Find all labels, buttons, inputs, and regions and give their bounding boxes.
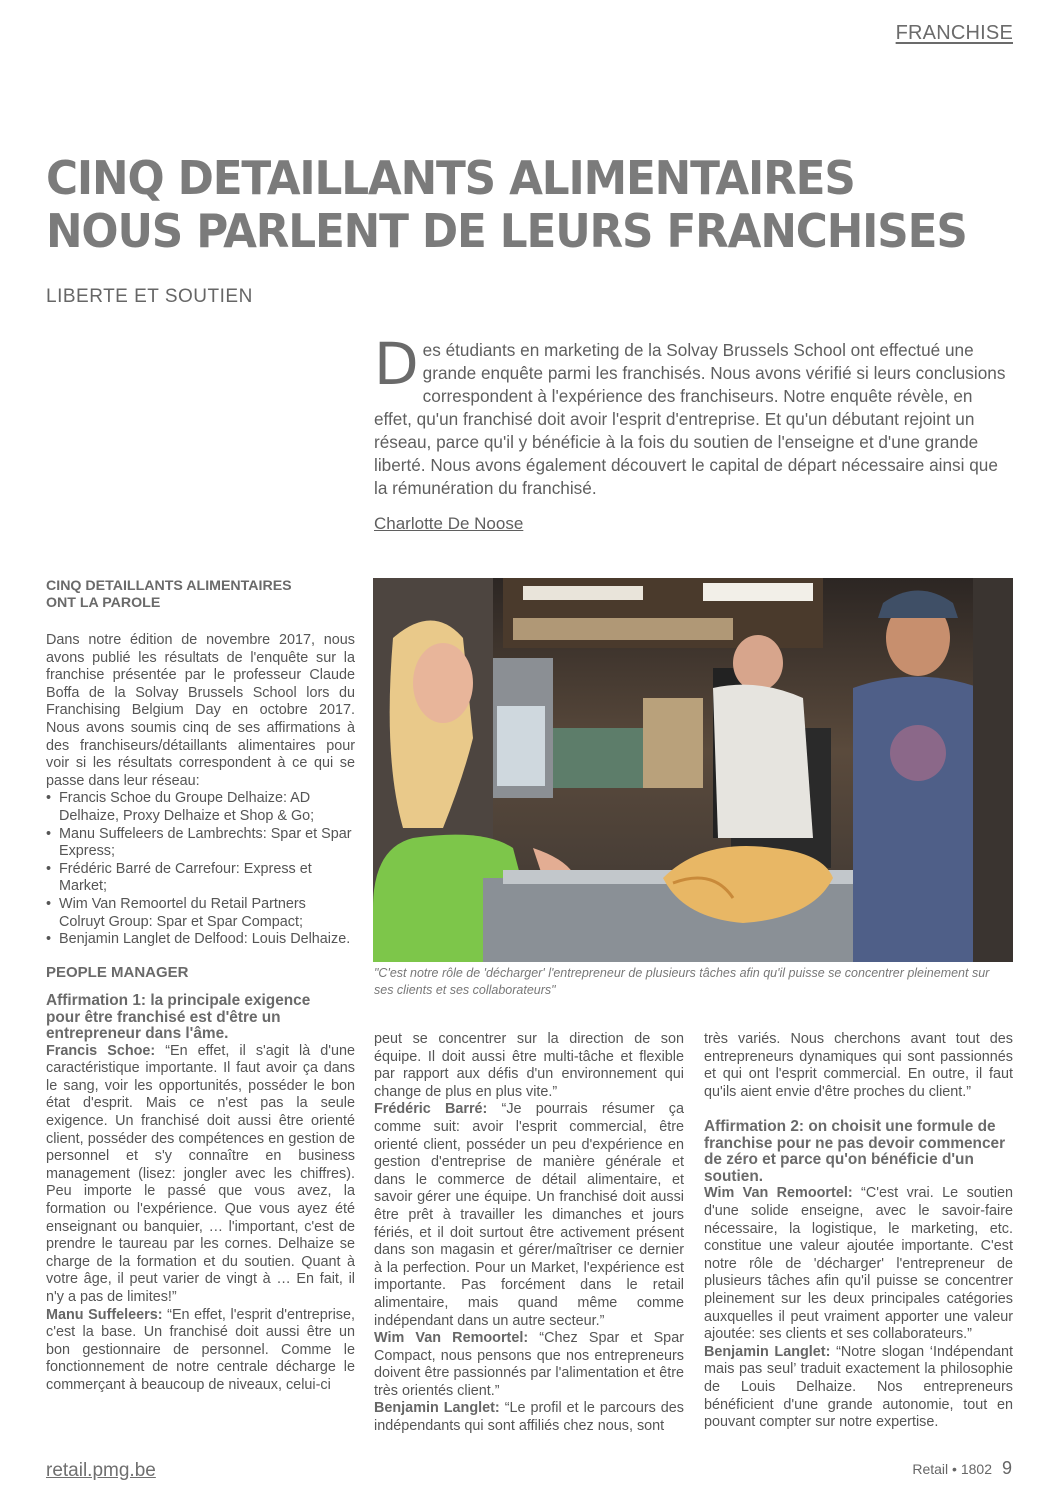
speaker-name: Frédéric Barré: (374, 1101, 488, 1118)
intro-paragraph (374, 330, 1010, 500)
list-item: • Wim Van Remoortel du Retail Partners Colruyt Group: Spar et Spar Compact; (46, 896, 355, 931)
photo-caption: "C'est notre rôle de 'décharger' l'entrepreneur de plusieurs tâches afin qu'il puisse se concentrer pleinement sur ses clients et ses collaborateurs" (374, 966, 990, 997)
list-item: • Manu Suffeleers de Lambrechts: Spar et Spar Express; (46, 826, 355, 861)
quote-text: “Chez Spar et Spar Compact, nous pensons que nos entrepreneurs doivent être passionnés par l'alimentation et être très orientés client.” (374, 1330, 684, 1399)
intro-text: es étudiants en marketing de la Solvay Brussels School ont effectué une grande enquête parmi les franchisés. Nous avons vérifié si leurs conclusions correspondent à l'expérience des franchiseurs. Notre enquête révèle, en effet, qu'un franchisé doit avoir l'esprit d'entreprise. Et qu'un débutant rejoint un réseau, parce qu'il y bénéficie à la fois du soutien de l'enseigne et d'une grande liberté. Nous avons également découvert le capital de départ nécessaire ainsi que la rémunération du franchisé. (374, 340, 1006, 498)
list-item: • Francis Schoe du Groupe Delhaize: AD Delhaize, Proxy Delhaize et Shop & Go; (46, 790, 355, 825)
quote-text: “En effet, il s'agit là d'une caractéristique importante. Il faut avoir ça dans le sang, voir les opportunités, posséder le bon état d'esprit. Mais ce n'est pas la seule exigence. Un franchisé doit aussi être orienté client, posséder des compétences en gestion de personnel et s'y connaître en business management (lisez: jongler avec les chiffres). Peu importe le passé que vous avez, la formation ou l'expérience. Que vous ayez été enseignant ou banquier, … l'important, c'est de prendre le taureau par les cornes. Delhaize se charge de la formation et du soutien. Quant à votre âge, il peut varier de vingt à … En fait, il n'y a pas de limites!” (46, 1042, 356, 1305)
page-number: 9 (1001, 1458, 1012, 1478)
article-title (46, 151, 967, 258)
speaker-name: Benjamin Langlet: (374, 1400, 500, 1417)
intro-body-paragraph: Dans notre édition de novembre 2017, nous avons publié les résultats de l'enquête sur la franchise présentée par le professeur Claude Boffa de la Solvay Brussels School lors du Franchising Belgium Day en octobre 2017. Nous avons soumis cinq de ses affirmations à des franchiseurs/détaillants alimentaires pour voir si les résultats correspondent à ce qui se passe dans leur réseau: (46, 632, 355, 789)
right-column (704, 1031, 1013, 1432)
quote-text: “C'est vrai. Le soutien d'une solide enseigne, avec le savoir-faire nécessaire, la logistique, le marketing, etc. constitue une valeur ajoutée importante. C'est notre rôle de 'décharger' l'entrepreneur de plusieurs tâches afin qu'il puisse se concentrer pleinement sur les deux principales catégories auxquelles il peut vraiment apporter une valeur ajoutée: ses clients et ses collaborateurs.” (704, 1185, 1013, 1343)
footer-issue-info (912, 1458, 1012, 1479)
speaker-name: Manu Suffeleers: (46, 1306, 163, 1323)
section-heading-parole: CINQ DETAILLANTS ALIMENTAIRES ONT LA PAROLE (46, 578, 292, 611)
quote-text: “En effet, l'esprit d'entreprise, c'est la base. Un franchisé doit aussi être un bon gestionnaire de personnel. Comme le fonctionnement de notre centrale décharge le commerçant à beaucoup de niveaux, celui-ci (46, 1306, 355, 1393)
quote-wim-van-remoortel (704, 1185, 1013, 1343)
section-heading-people-manager: PEOPLE MANAGER (46, 963, 189, 981)
drop-cap: D (374, 330, 419, 398)
quote-continuation: peut se concentrer sur la direction de son équipe. Il doit aussi être multi-tâche et flexible par rapport aux défis d'un environnement qui change de plus en plus vite.” (374, 1031, 684, 1100)
speaker-name: Wim Van Remoortel: (374, 1330, 529, 1347)
quote-francis-schoe (46, 1043, 355, 1307)
quote-manu-suffeleers (46, 1307, 355, 1395)
quote-benjamin-langlet (704, 1344, 1013, 1432)
left-column (46, 578, 355, 1395)
photo-illustration (373, 578, 1013, 962)
article-subtitle: LIBERTE ET SOUTIEN (46, 286, 253, 307)
list-item: • Benjamin Langlet de Delfood: Louis Delhaize. (46, 931, 355, 949)
quote-benjamin-langlet (374, 1400, 684, 1435)
author-byline[interactable]: Charlotte De Noose (374, 514, 524, 533)
quote-frederic-barre (374, 1101, 684, 1330)
footer-website-link[interactable]: retail.pmg.be (46, 1460, 156, 1481)
retailer-list (46, 790, 355, 948)
quote-continuation: très variés. Nous cherchons avant tout des entrepreneurs dynamiques qui sont passionnés et qui ont l'esprit commercial. En outre, il faut qu'ils aient envie d'être proches du client.” (704, 1031, 1013, 1100)
title-line-1: CINQ DETAILLANTS ALIMENTAIRES (46, 151, 855, 205)
affirmation-2-heading: Affirmation 2: on choisit une formule de franchise pour ne pas devoir commencer de zéro et parce qu'on bénéficie d'un soutien. (704, 1118, 1006, 1185)
speaker-name: Benjamin Langlet: (704, 1343, 831, 1360)
quote-text: “Le profil et le parcours des indépendants qui sont affiliés chez nous, sont (374, 1400, 684, 1435)
speaker-name: Wim Van Remoortel: (704, 1185, 853, 1202)
affirmation-1-heading: Affirmation 1: la principale exigence pour être franchisé est d'être un entrepreneur dans l'âme. (46, 992, 311, 1043)
list-item: • Frédéric Barré de Carrefour: Express et Market; (46, 861, 355, 896)
title-line-2: NOUS PARLENT DE LEURS FRANCHISES (46, 204, 967, 258)
issue-label: Retail • 1802 (912, 1461, 992, 1477)
middle-column (374, 1031, 684, 1436)
speaker-name: Francis Schoe: (46, 1042, 156, 1059)
section-tag: FRANCHISE (895, 22, 1013, 44)
quote-text: “Notre slogan ‘Indépendant mais pas seul’ traduit exactement la philosophie de Louis Delhaize. Nos entrepreneurs bénéficient d'une grande autonomie, tout en pouvant compter sur notre expertise. (704, 1343, 1014, 1431)
quote-text: “Je pourrais résumer ça comme suit: avoir l'esprit commercial, être orienté client, posséder un peu d'expérience en gestion d'entreprise de manière générale et dans le commerce de détail alimentaire, et savoir gérer une équipe. Un franchisé doit aussi être prêt à travailler les dimanches et jours fériés, et il doit surtout être activement présent dans son magasin et gérer/maîtriser ce dernier à la perfection. Pour un Market, l'expérience est importante. Pas forcément dans le retail alimentaire, mais quand même comme indépendant dans un autre secteur.” (374, 1101, 684, 1329)
quote-wim-van-remoortel (374, 1330, 684, 1400)
store-checkout-photo (373, 578, 1013, 962)
